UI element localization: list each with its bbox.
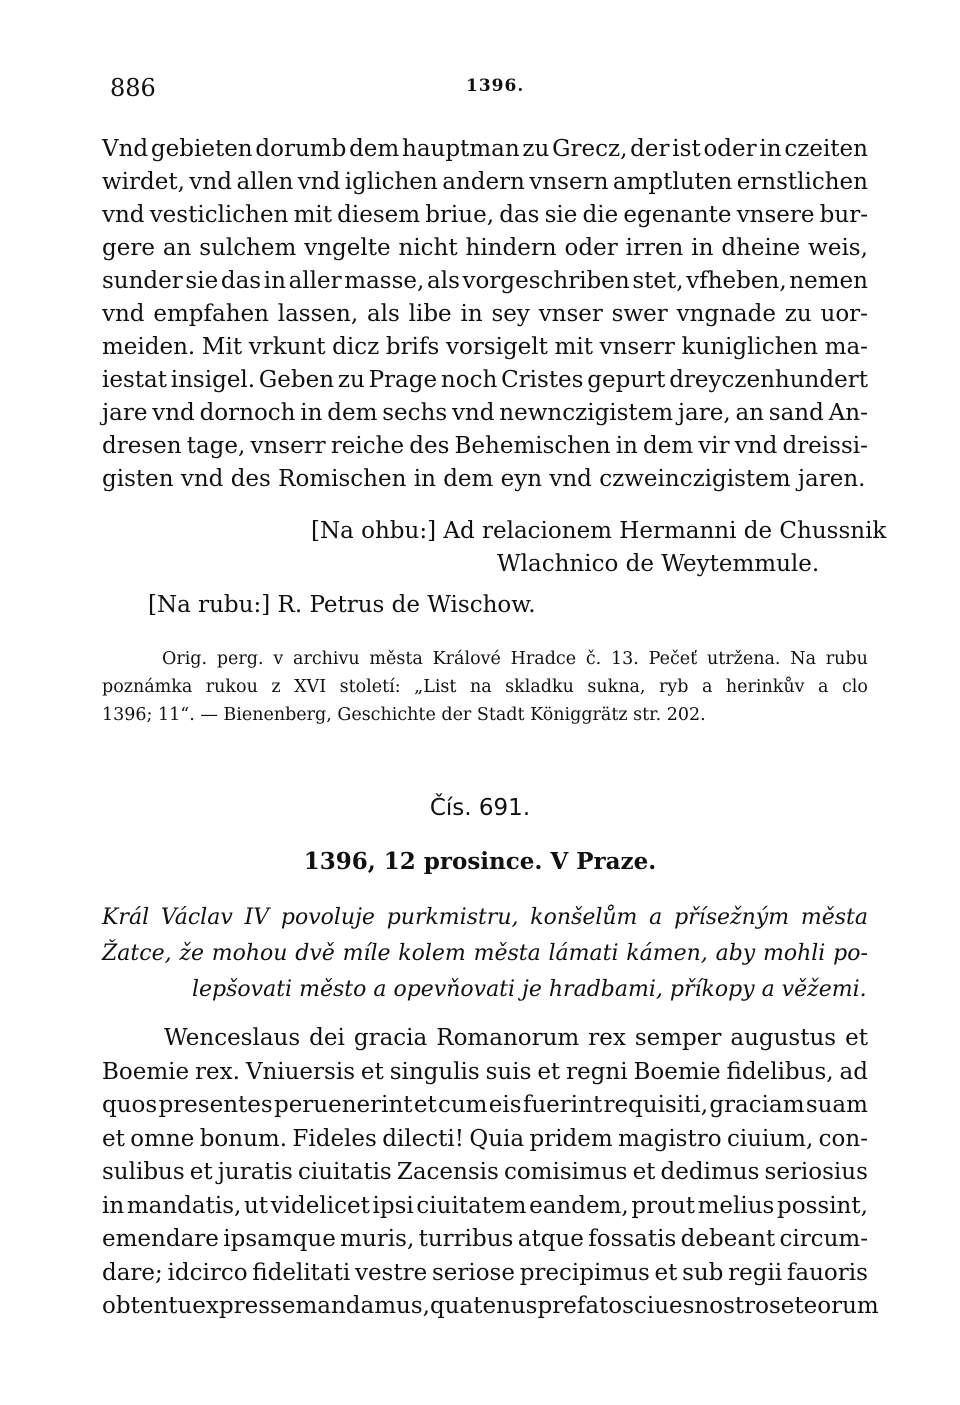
text-line: vnd empfahen lassen, als libe in sey vnser swer vngnade zu uor- [102, 301, 868, 327]
endorsement-margin: [Na rubu:] R. Petrus de Wischow. [148, 592, 536, 618]
text-line: Boemie rex. Vniuersis et singulis suis et regni Boemie fidelibus, ad [102, 1058, 868, 1085]
text-line: quos presentes peruenerint et cum eis fuerint requisiti, graciam suam [102, 1092, 868, 1118]
body-text [102, 133, 868, 496]
summary-line: lepšovati město a opevňovati je hradbami, příkopy a věžemi. [192, 977, 867, 1002]
text-line: sulibus et juratis ciuitatis Zacensis comisimus et dedimus seriosius [102, 1159, 868, 1185]
text-line: sunder sie das in aller masse, als vorgeschriben stet, vfheben, nemen [102, 268, 868, 294]
document-number: Čís. 691. [429, 795, 531, 821]
page-header [0, 70, 960, 104]
text-line: emendare ipsamque muris, turribus atque fossatis debeant circum- [102, 1226, 868, 1252]
text-line: gere an sulchem vngelte nicht hindern oder irren in dheine weis, [102, 235, 868, 261]
text-line: in mandatis, ut videlicet ipsi ciuitatem eandem, prout melius possint, [102, 1192, 868, 1219]
summary-line: Žatce, že mohou dvě míle kolem města lámati kámen, aby mohli po- [102, 941, 868, 966]
document-date: 1396, 12 prosince. V Praze. [303, 848, 657, 875]
archival-note [102, 645, 868, 729]
note-line: poznámka rukou z XVI století: „List na skladku sukna, ryb a herinkův a clo [102, 677, 868, 697]
latin-text [102, 1022, 879, 1324]
running-head: 1396. [466, 76, 525, 96]
text-line: gisten vnd des Romischen in dem eyn vnd czweinczigistem jaren. [102, 466, 866, 492]
note-line: 1396; 11“. — Bienenberg, Geschichte der Stadt Königgrätz str. 202. [102, 705, 706, 725]
text-line: dresen tage, vnserr reiche des Behemischen in dem vir vnd dreissi- [102, 433, 868, 459]
text-line: dare; idcirco fidelitati vestre seriose precipimus et sub regii fauoris [102, 1259, 868, 1286]
note-line: Orig. perg. v archivu města Králové Hradce č. 13. Pečeť utržena. Na rubu [162, 649, 868, 669]
text-line: obtentu expresse mandamus, quatenus prefatos ciues nostros et eorum [102, 1293, 879, 1319]
text-line: jare vnd dornoch in dem sechs vnd newnczigistem jare, an sand An- [102, 400, 868, 426]
endorsement-verso-continued: Wlachnico de Weytemmule. [497, 551, 820, 577]
regest-summary [102, 900, 868, 1008]
text-line: vnd vesticlichen mit diesem briue, das sie die egenante vnsere bur- [102, 202, 868, 228]
text-line: wirdet, vnd allen vnd iglichen andern vnsern amptluten ernstlichen [102, 169, 868, 195]
summary-line: Král Václav IV povoluje purkmistru, konšelům a přísežným města [102, 905, 868, 930]
endorsement-verso: [Na ohbu:] Ad relacionem Hermanni de Chussnik [311, 518, 887, 544]
text-line: meiden. Mit vrkunt dicz brifs vorsigelt mit vnserr kuniglichen ma- [102, 334, 868, 360]
page-number: 886 [110, 74, 156, 102]
text-line: et omne bonum. Fideles dilecti! Quia pridem magistro ciuium, con- [102, 1125, 868, 1152]
text-line: iestat insigel. Geben zu Prage noch Cristes gepurt dreyczenhundert [102, 367, 868, 393]
text-line: Vnd gebieten dorumb dem hauptman zu Grecz, der ist oder in czeiten [102, 136, 868, 162]
text-line: Wenceslaus dei gracia Romanorum rex semper augustus et [164, 1025, 868, 1051]
